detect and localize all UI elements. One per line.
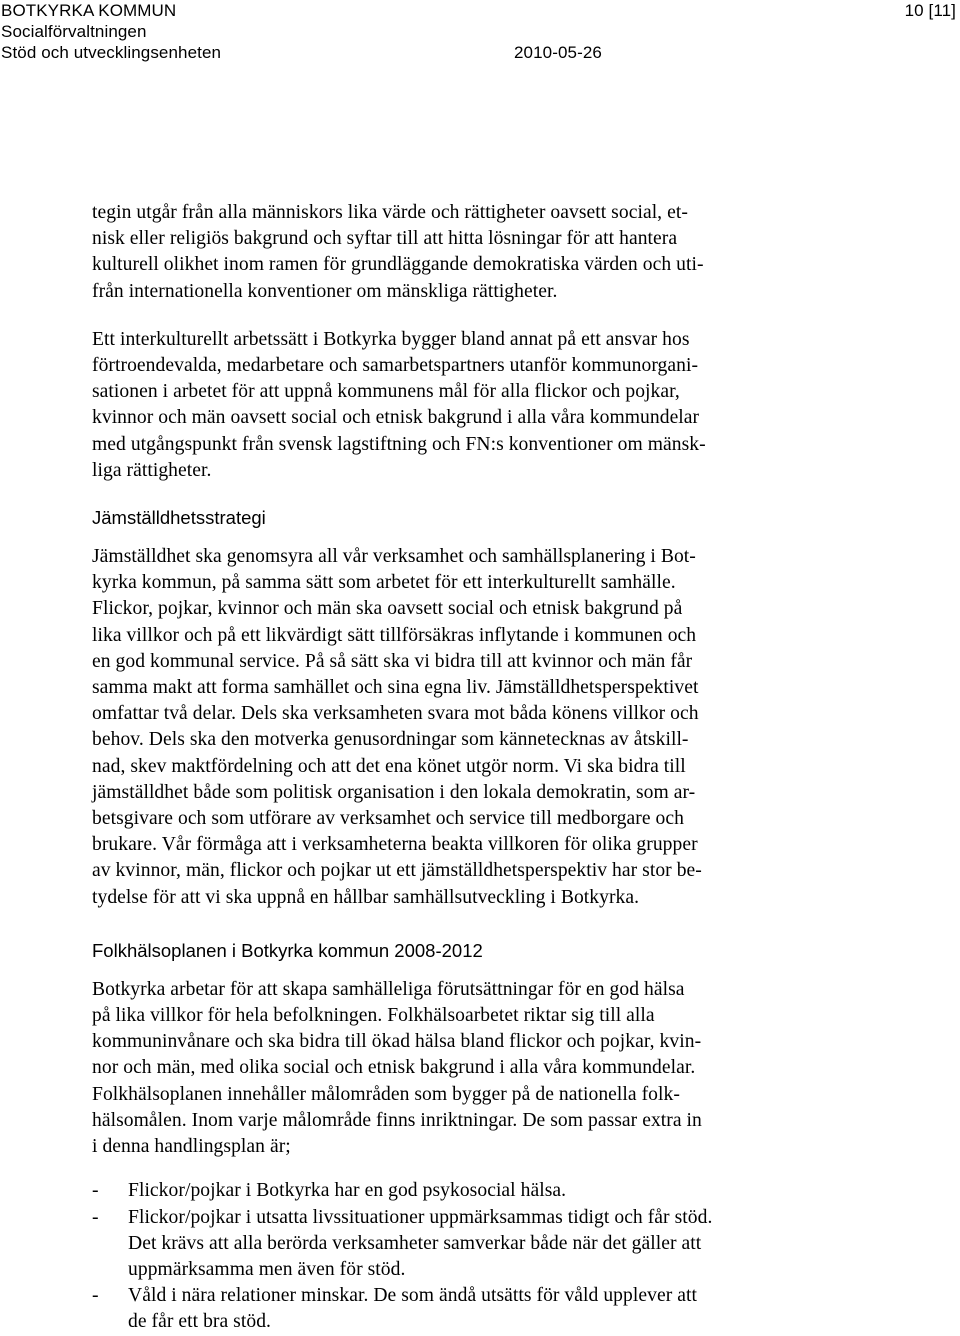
text-line: de får ett bra stöd.	[128, 1311, 271, 1333]
bullet-list	[92, 1178, 837, 1335]
text-line: samma makt att forma samhället och sina egna liv. Jämställdhetsperspektivet	[92, 677, 699, 699]
text-line: tydelse för att vi ska uppnå en hållbar samhällsutveckling i Botkyrka.	[92, 886, 640, 908]
heading-jamstalldhetsstrategi: Jämställdhetsstrategi	[92, 507, 266, 529]
text-line: kulturell olikhet inom ramen för grundläggande demokratiska värden och uti-	[92, 254, 704, 276]
text-line: i denna handlingsplan är;	[92, 1136, 291, 1158]
text-line: av kvinnor, män, flickor och pojkar ut ett jämställdhetsperspektiv har stor be-	[92, 860, 702, 882]
text-line: Botkyrka arbetar för att skapa samhälleliga förutsättningar för en god hälsa	[92, 978, 685, 1000]
text-line: Våld i nära relationer minskar. De som ändå utsätts för våld upplever att	[128, 1285, 697, 1307]
text-line: med utgångspunkt från svensk lagstiftning och FN:s konventioner om mänsk-	[92, 433, 706, 455]
page-number: 10 [11]	[904, 1, 956, 20]
text-line: kommuninvånare och ska bidra till ökad hälsa bland flickor och pojkar, kvin-	[92, 1031, 702, 1053]
text-line: Flickor/pojkar i utsatta livssituationer uppmärksammas tidigt och får stöd.	[128, 1206, 713, 1228]
text-line: kyrka kommun, på samma sätt som arbetet för ett interkulturellt samhälle.	[92, 572, 676, 594]
list-item	[92, 1283, 837, 1335]
department-name: Socialförvaltningen	[1, 22, 147, 41]
paragraph-jamstalldhet	[92, 544, 837, 911]
text-line: Det krävs att alla berörda verksamheter samverkar både när det gäller att	[128, 1232, 702, 1254]
text-line: betsgivare och som utförare av verksamhet och service till medborgare och	[92, 808, 684, 830]
text-line: behov. Dels ska den motverka genusordningar som kännetecknas av åtskill-	[92, 729, 689, 751]
dash-marker: -	[92, 1285, 99, 1307]
text-line: kvinnor och män oavsett social och etnisk bakgrund i alla våra kommundelar	[92, 407, 700, 429]
text-line: tegin utgår från alla människors lika värde och rättigheter oavsett social, et-	[92, 202, 688, 223]
text-line: nad, skev maktfördelning och att det ena könet utgör norm. Vi ska bidra till	[92, 755, 686, 777]
text-line: förtroendevalda, medarbetare och samarbetspartners utanför kommunorgani-	[92, 355, 699, 377]
text-line: på lika villkor för hela befolkningen. Folkhälsoarbetet riktar sig till alla	[92, 1005, 655, 1027]
list-item	[92, 1205, 837, 1284]
text-line: nor och män, med olika social och etnisk bakgrund i alla våra kommundelar.	[92, 1057, 696, 1079]
text-line: en god kommunal service. På så sätt ska vi bidra till att kvinnor och män får	[92, 650, 693, 672]
text-line: Flickor/pojkar i Botkyrka har en god psykosocial hälsa.	[128, 1180, 567, 1202]
list-item	[92, 1178, 837, 1204]
document-body	[92, 200, 837, 1336]
paragraph-interkulturellt	[92, 327, 837, 484]
text-line: från internationella konventioner om mänskliga rättigheter.	[92, 280, 558, 302]
heading-folkhalsoplanen: Folkhälsoplanen i Botkyrka kommun 2008-2012	[92, 939, 483, 961]
dash-marker: -	[92, 1180, 99, 1202]
paragraph-intro	[92, 200, 837, 305]
text-line: hälsomålen. Inom varje målområde finns inriktningar. De som passar extra in	[92, 1109, 702, 1131]
dash-marker: -	[92, 1206, 99, 1228]
text-line: nisk eller religiös bakgrund och syftar till att hitta lösningar för att hantera	[92, 228, 678, 250]
document-date: 2010-05-26	[514, 43, 602, 62]
text-line: Folkhälsoplanen innehåller målområden som bygger på de nationella folk-	[92, 1083, 680, 1105]
text-line: Jämställdhet ska genomsyra all vår verksamhet och samhällsplanering i Bot-	[92, 546, 696, 568]
text-line: uppmärksamma men även för stöd.	[128, 1258, 406, 1280]
text-line: liga rättigheter.	[92, 459, 212, 481]
text-line: lika villkor och på ett likvärdigt sätt tillförsäkras inflytande i kommunen och	[92, 624, 697, 646]
text-line: Flickor, pojkar, kvinnor och män ska oavsett social och etnisk bakgrund på	[92, 598, 683, 620]
paragraph-folkhalsa	[92, 977, 837, 1160]
text-line: omfattar två delar. Dels ska verksamheten svara mot båda könens villkor och	[92, 703, 699, 725]
unit-name: Stöd och utvecklingsenheten	[1, 43, 222, 62]
text-line: jämställdhet både som politisk organisation i den lokala demokratin, som ar-	[92, 781, 696, 803]
org-name: BOTKYRKA KOMMUN	[1, 1, 177, 20]
text-line: Ett interkulturellt arbetssätt i Botkyrka bygger bland annat på ett ansvar hos	[92, 328, 690, 350]
text-line: brukare. Vår förmåga att i verksamheterna beakta villkoren för olika grupper	[92, 834, 698, 856]
text-line: sationen i arbetet för att uppnå kommunens mål för alla flickor och pojkar,	[92, 381, 680, 403]
